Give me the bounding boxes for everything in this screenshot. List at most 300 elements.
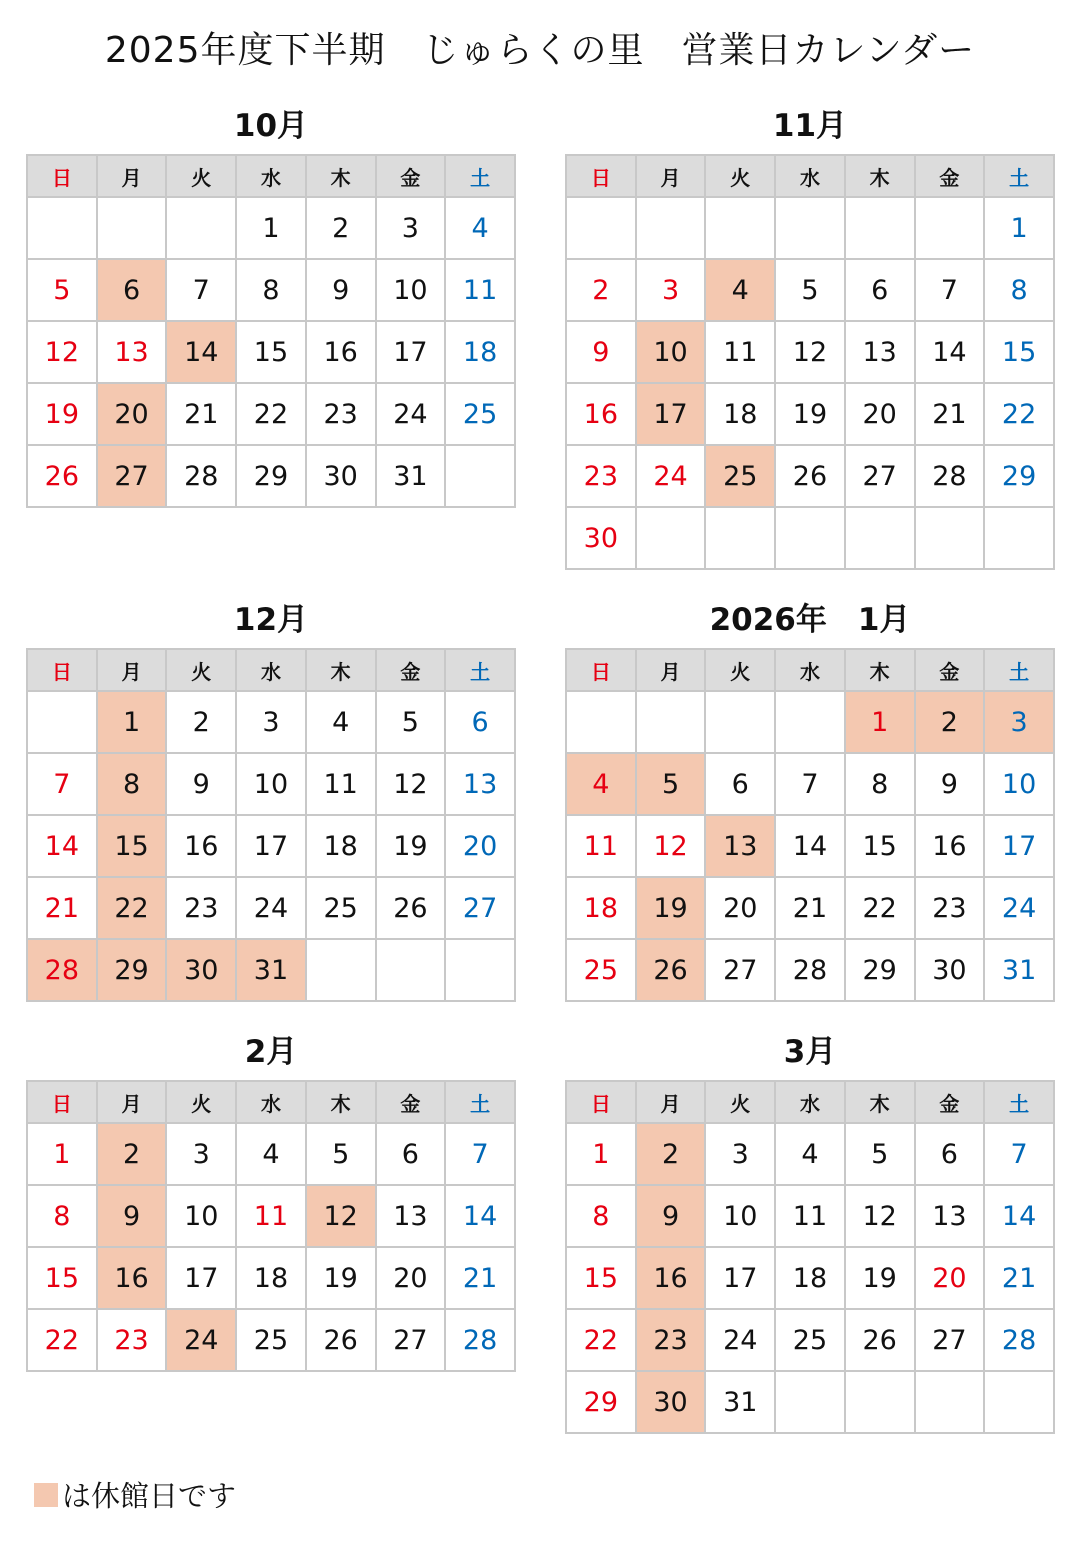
weekday-header: 月 (636, 1081, 706, 1123)
empty-cell (845, 1371, 915, 1433)
day-cell: 15 (236, 321, 306, 383)
day-cell: 28 (775, 939, 845, 1001)
day-cell: 4 (236, 1123, 306, 1185)
day-cell: 21 (166, 383, 236, 445)
month-february (26, 1024, 516, 1372)
day-cell: 6 (705, 753, 775, 815)
month-title: 2026年 1月 (709, 602, 911, 638)
day-cell: 13 (705, 815, 775, 877)
day-cell: 9 (97, 1185, 167, 1247)
month-title: 12月 (233, 602, 309, 638)
month-october (26, 98, 516, 508)
day-cell: 7 (27, 753, 97, 815)
day-cell: 14 (984, 1185, 1054, 1247)
week-row (27, 877, 515, 939)
day-cell: 5 (775, 259, 845, 321)
month-january (565, 592, 1055, 1002)
week-row (27, 445, 515, 507)
week-row (27, 691, 515, 753)
weekday-header: 水 (775, 649, 845, 691)
empty-cell (984, 507, 1054, 569)
day-cell: 13 (376, 1185, 446, 1247)
calendar-table (26, 154, 516, 508)
day-cell: 8 (566, 1185, 636, 1247)
weekday-header: 土 (984, 1081, 1054, 1123)
day-cell: 29 (236, 445, 306, 507)
week-row (566, 1309, 1054, 1371)
weekday-header: 日 (566, 1081, 636, 1123)
weekday-header: 火 (705, 155, 775, 197)
day-cell: 20 (915, 1247, 985, 1309)
weekday-header: 月 (97, 1081, 167, 1123)
day-cell: 4 (306, 691, 376, 753)
day-cell: 24 (376, 383, 446, 445)
day-cell: 10 (166, 1185, 236, 1247)
day-cell: 25 (775, 1309, 845, 1371)
month-december (26, 592, 516, 1002)
day-cell: 22 (566, 1309, 636, 1371)
day-cell: 10 (376, 259, 446, 321)
empty-cell (636, 507, 706, 569)
day-cell: 3 (376, 197, 446, 259)
day-cell: 9 (915, 753, 985, 815)
weekday-header: 日 (27, 649, 97, 691)
day-cell: 17 (636, 383, 706, 445)
weekday-header: 土 (445, 1081, 515, 1123)
day-cell: 1 (236, 197, 306, 259)
empty-cell (705, 507, 775, 569)
day-cell: 7 (445, 1123, 515, 1185)
day-cell: 16 (97, 1247, 167, 1309)
empty-cell (705, 197, 775, 259)
day-cell: 10 (705, 1185, 775, 1247)
weekday-header: 水 (236, 155, 306, 197)
day-cell: 15 (566, 1247, 636, 1309)
day-cell: 9 (566, 321, 636, 383)
day-cell: 28 (915, 445, 985, 507)
month-title: 3月 (783, 1034, 837, 1070)
day-cell: 23 (166, 877, 236, 939)
weekday-header: 日 (27, 1081, 97, 1123)
day-cell: 18 (306, 815, 376, 877)
day-cell: 30 (166, 939, 236, 1001)
day-cell: 14 (166, 321, 236, 383)
weekday-header-row (566, 1081, 1054, 1123)
weekday-header: 金 (376, 649, 446, 691)
day-cell: 30 (915, 939, 985, 1001)
month-title: 11月 (772, 108, 848, 144)
day-cell: 18 (705, 383, 775, 445)
day-cell: 11 (236, 1185, 306, 1247)
page-title: 2025年度下半期 じゅらくの里 営業日カレンダー (104, 30, 976, 71)
weekday-header: 日 (566, 155, 636, 197)
weekday-header-row (566, 649, 1054, 691)
week-row (27, 259, 515, 321)
week-row (566, 1371, 1054, 1433)
day-cell: 27 (845, 445, 915, 507)
week-row (566, 691, 1054, 753)
empty-cell (27, 197, 97, 259)
weekday-header: 水 (236, 649, 306, 691)
week-row (566, 1185, 1054, 1247)
day-cell: 13 (445, 753, 515, 815)
weekday-header: 火 (166, 649, 236, 691)
day-cell: 25 (236, 1309, 306, 1371)
day-cell: 31 (236, 939, 306, 1001)
day-cell: 3 (636, 259, 706, 321)
day-cell: 24 (705, 1309, 775, 1371)
empty-cell (566, 197, 636, 259)
week-row (566, 445, 1054, 507)
day-cell: 5 (306, 1123, 376, 1185)
week-row (27, 1123, 515, 1185)
week-row (566, 197, 1054, 259)
day-cell: 11 (775, 1185, 845, 1247)
weekday-header: 水 (775, 155, 845, 197)
week-row (27, 383, 515, 445)
weekday-header: 金 (376, 1081, 446, 1123)
day-cell: 23 (915, 877, 985, 939)
weekday-header: 水 (236, 1081, 306, 1123)
day-cell: 30 (636, 1371, 706, 1433)
day-cell: 18 (445, 321, 515, 383)
empty-cell (915, 197, 985, 259)
weekday-header: 木 (306, 155, 376, 197)
day-cell: 17 (984, 815, 1054, 877)
day-cell: 2 (97, 1123, 167, 1185)
weekday-header: 木 (845, 649, 915, 691)
day-cell: 25 (566, 939, 636, 1001)
day-cell: 14 (775, 815, 845, 877)
day-cell: 21 (445, 1247, 515, 1309)
weekday-header: 火 (705, 649, 775, 691)
day-cell: 8 (236, 259, 306, 321)
empty-cell (915, 507, 985, 569)
day-cell: 21 (915, 383, 985, 445)
day-cell: 4 (705, 259, 775, 321)
day-cell: 31 (984, 939, 1054, 1001)
day-cell: 27 (915, 1309, 985, 1371)
day-cell: 16 (915, 815, 985, 877)
day-cell: 2 (566, 259, 636, 321)
day-cell: 24 (236, 877, 306, 939)
day-cell: 29 (566, 1371, 636, 1433)
day-cell: 24 (166, 1309, 236, 1371)
calendar-table (565, 1080, 1055, 1434)
day-cell: 2 (306, 197, 376, 259)
empty-cell (845, 197, 915, 259)
weekday-header-row (566, 155, 1054, 197)
empty-cell (566, 691, 636, 753)
day-cell: 8 (984, 259, 1054, 321)
day-cell: 11 (566, 815, 636, 877)
day-cell: 19 (27, 383, 97, 445)
weekday-header: 月 (97, 155, 167, 197)
day-cell: 19 (306, 1247, 376, 1309)
day-cell: 27 (97, 445, 167, 507)
day-cell: 12 (636, 815, 706, 877)
weekday-header: 月 (636, 155, 706, 197)
day-cell: 20 (97, 383, 167, 445)
empty-cell (166, 197, 236, 259)
weekday-header: 日 (566, 649, 636, 691)
day-cell: 5 (636, 753, 706, 815)
day-cell: 31 (705, 1371, 775, 1433)
day-cell: 11 (705, 321, 775, 383)
day-cell: 17 (166, 1247, 236, 1309)
day-cell: 12 (306, 1185, 376, 1247)
day-cell: 8 (27, 1185, 97, 1247)
day-cell: 21 (984, 1247, 1054, 1309)
week-row (566, 383, 1054, 445)
week-row (566, 259, 1054, 321)
day-cell: 27 (376, 1309, 446, 1371)
empty-cell (636, 691, 706, 753)
day-cell: 28 (166, 445, 236, 507)
day-cell: 1 (566, 1123, 636, 1185)
day-cell: 26 (376, 877, 446, 939)
week-row (27, 1247, 515, 1309)
calendar-table (26, 648, 516, 1002)
weekday-header: 金 (376, 155, 446, 197)
day-cell: 13 (845, 321, 915, 383)
month-title: 2月 (244, 1034, 298, 1070)
day-cell: 31 (376, 445, 446, 507)
weekday-header: 月 (636, 649, 706, 691)
day-cell: 25 (306, 877, 376, 939)
day-cell: 16 (636, 1247, 706, 1309)
weekday-header: 木 (845, 1081, 915, 1123)
day-cell: 28 (445, 1309, 515, 1371)
day-cell: 6 (845, 259, 915, 321)
weekday-header: 土 (445, 155, 515, 197)
weekday-header: 日 (27, 155, 97, 197)
day-cell: 8 (97, 753, 167, 815)
day-cell: 7 (915, 259, 985, 321)
week-row (566, 321, 1054, 383)
day-cell: 7 (775, 753, 845, 815)
day-cell: 14 (445, 1185, 515, 1247)
day-cell: 5 (376, 691, 446, 753)
day-cell: 28 (27, 939, 97, 1001)
day-cell: 26 (775, 445, 845, 507)
day-cell: 9 (166, 753, 236, 815)
weekday-header: 木 (306, 649, 376, 691)
day-cell: 5 (845, 1123, 915, 1185)
day-cell: 29 (97, 939, 167, 1001)
day-cell: 18 (236, 1247, 306, 1309)
day-cell: 22 (27, 1309, 97, 1371)
week-row (566, 1247, 1054, 1309)
weekday-header: 火 (166, 155, 236, 197)
day-cell: 12 (845, 1185, 915, 1247)
day-cell: 15 (845, 815, 915, 877)
week-row (566, 753, 1054, 815)
day-cell: 17 (376, 321, 446, 383)
week-row (566, 1123, 1054, 1185)
day-cell: 22 (97, 877, 167, 939)
day-cell: 1 (845, 691, 915, 753)
day-cell: 9 (306, 259, 376, 321)
day-cell: 20 (445, 815, 515, 877)
week-row (27, 815, 515, 877)
day-cell: 1 (984, 197, 1054, 259)
day-cell: 28 (984, 1309, 1054, 1371)
day-cell: 6 (915, 1123, 985, 1185)
day-cell: 15 (984, 321, 1054, 383)
day-cell: 12 (376, 753, 446, 815)
empty-cell (775, 1371, 845, 1433)
day-cell: 22 (984, 383, 1054, 445)
day-cell: 17 (705, 1247, 775, 1309)
month-title: 10月 (233, 108, 309, 144)
weekday-header-row (27, 649, 515, 691)
empty-cell (705, 691, 775, 753)
day-cell: 8 (845, 753, 915, 815)
empty-cell (445, 939, 515, 1001)
day-cell: 12 (27, 321, 97, 383)
weekday-header: 水 (775, 1081, 845, 1123)
day-cell: 7 (166, 259, 236, 321)
day-cell: 29 (845, 939, 915, 1001)
day-cell: 18 (775, 1247, 845, 1309)
weekday-header: 火 (705, 1081, 775, 1123)
day-cell: 19 (845, 1247, 915, 1309)
empty-cell (775, 691, 845, 753)
day-cell: 4 (775, 1123, 845, 1185)
empty-cell (636, 197, 706, 259)
day-cell: 14 (27, 815, 97, 877)
weekday-header: 金 (915, 1081, 985, 1123)
empty-cell (845, 507, 915, 569)
day-cell: 20 (845, 383, 915, 445)
legend (34, 1474, 236, 1515)
day-cell: 3 (984, 691, 1054, 753)
day-cell: 20 (376, 1247, 446, 1309)
calendar-table (565, 154, 1055, 570)
day-cell: 26 (845, 1309, 915, 1371)
weekday-header: 火 (166, 1081, 236, 1123)
week-row (566, 939, 1054, 1001)
day-cell: 26 (636, 939, 706, 1001)
weekday-header: 木 (306, 1081, 376, 1123)
day-cell: 29 (984, 445, 1054, 507)
weekday-header: 金 (915, 649, 985, 691)
day-cell: 1 (97, 691, 167, 753)
day-cell: 4 (445, 197, 515, 259)
weekday-header: 木 (845, 155, 915, 197)
day-cell: 25 (705, 445, 775, 507)
weekday-header: 土 (984, 155, 1054, 197)
empty-cell (775, 507, 845, 569)
day-cell: 21 (775, 877, 845, 939)
week-row (27, 753, 515, 815)
day-cell: 2 (636, 1123, 706, 1185)
empty-cell (445, 445, 515, 507)
day-cell: 26 (306, 1309, 376, 1371)
day-cell: 2 (915, 691, 985, 753)
day-cell: 10 (636, 321, 706, 383)
day-cell: 18 (566, 877, 636, 939)
day-cell: 5 (27, 259, 97, 321)
day-cell: 10 (236, 753, 306, 815)
day-cell: 6 (445, 691, 515, 753)
day-cell: 30 (306, 445, 376, 507)
week-row (27, 939, 515, 1001)
month-march (565, 1024, 1055, 1434)
day-cell: 20 (705, 877, 775, 939)
empty-cell (775, 197, 845, 259)
week-row (27, 197, 515, 259)
day-cell: 14 (915, 321, 985, 383)
day-cell: 2 (166, 691, 236, 753)
empty-cell (376, 939, 446, 1001)
calendar-table (26, 1080, 516, 1372)
day-cell: 24 (636, 445, 706, 507)
day-cell: 3 (705, 1123, 775, 1185)
day-cell: 13 (915, 1185, 985, 1247)
day-cell: 19 (636, 877, 706, 939)
day-cell: 12 (775, 321, 845, 383)
empty-cell (984, 1371, 1054, 1433)
week-row (27, 1309, 515, 1371)
empty-cell (97, 197, 167, 259)
week-row (566, 877, 1054, 939)
weekday-header: 土 (984, 649, 1054, 691)
day-cell: 26 (27, 445, 97, 507)
month-november (565, 98, 1055, 570)
day-cell: 24 (984, 877, 1054, 939)
day-cell: 23 (306, 383, 376, 445)
day-cell: 19 (775, 383, 845, 445)
day-cell: 1 (27, 1123, 97, 1185)
day-cell: 11 (445, 259, 515, 321)
day-cell: 16 (306, 321, 376, 383)
day-cell: 15 (97, 815, 167, 877)
empty-cell (306, 939, 376, 1001)
day-cell: 15 (27, 1247, 97, 1309)
weekday-header-row (27, 155, 515, 197)
day-cell: 6 (376, 1123, 446, 1185)
day-cell: 16 (166, 815, 236, 877)
calendar-table (565, 648, 1055, 1002)
day-cell: 23 (636, 1309, 706, 1371)
week-row (566, 815, 1054, 877)
empty-cell (27, 691, 97, 753)
weekday-header-row (27, 1081, 515, 1123)
day-cell: 11 (306, 753, 376, 815)
day-cell: 23 (566, 445, 636, 507)
empty-cell (915, 1371, 985, 1433)
legend-text: は休館日です (62, 1479, 237, 1513)
day-cell: 7 (984, 1123, 1054, 1185)
week-row (566, 507, 1054, 569)
day-cell: 19 (376, 815, 446, 877)
day-cell: 10 (984, 753, 1054, 815)
day-cell: 9 (636, 1185, 706, 1247)
weekday-header: 月 (97, 649, 167, 691)
day-cell: 13 (97, 321, 167, 383)
week-row (27, 321, 515, 383)
day-cell: 27 (445, 877, 515, 939)
day-cell: 3 (236, 691, 306, 753)
day-cell: 22 (845, 877, 915, 939)
day-cell: 22 (236, 383, 306, 445)
closed-day-swatch (34, 1483, 58, 1507)
day-cell: 30 (566, 507, 636, 569)
day-cell: 16 (566, 383, 636, 445)
day-cell: 3 (166, 1123, 236, 1185)
